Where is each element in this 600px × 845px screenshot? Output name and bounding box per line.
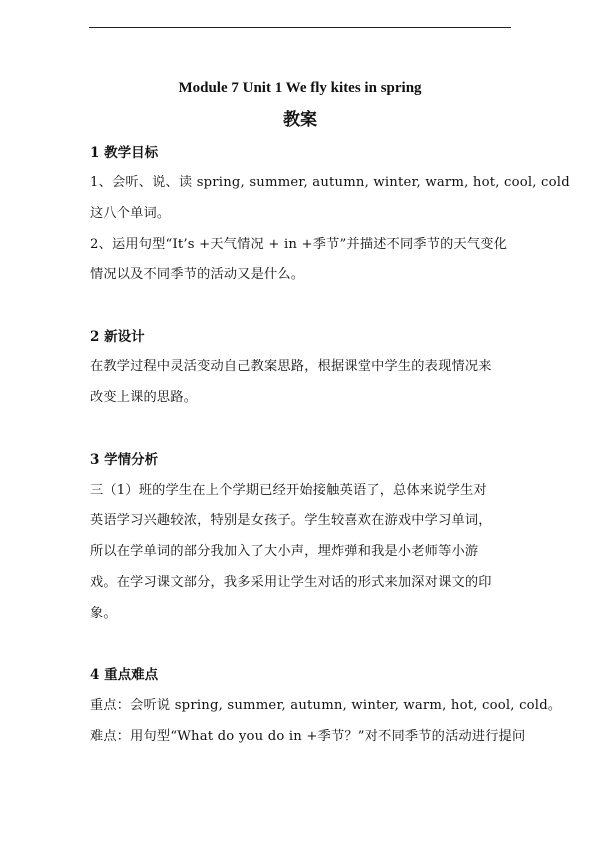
paragraph-line: 2、运用句型“It’s +天气情况 + in +季节”并描述不同季节的天气变化	[90, 237, 508, 252]
paragraph-line: 所以在学单词的部分我加入了大小声，埋炸弹和我是小老师等小游	[90, 544, 479, 559]
section-heading-key-points: 4 重点难点	[90, 667, 159, 683]
paragraph-line: 这八个单词。	[90, 206, 171, 221]
paragraph-line: 1、会听、说、读 spring, summer, autumn, winter, warm, hot, cool, cold	[90, 175, 570, 190]
paragraph-line: 情况以及不同季节的活动又是什么。	[90, 267, 305, 282]
paragraph-line: 难点：用句型“What do you do in +季节？”对不同季节的活动进行提问	[90, 729, 526, 744]
section-heading-objectives: 1 教学目标	[90, 145, 159, 161]
header-rule	[89, 27, 511, 28]
paragraph-line: 改变上课的思路。	[90, 390, 198, 405]
section-heading-analysis: 3 学情分析	[90, 452, 159, 468]
paragraph-line: 在教学过程中灵活变动自己教案思路，根据课堂中学生的表现情况来	[90, 359, 492, 374]
section-heading-design: 2 新设计	[90, 329, 145, 345]
document-title: Module 7 Unit 1 We fly kites in spring	[178, 80, 422, 96]
paragraph-line: 英语学习兴趣较浓，特别是女孩子。学生较喜欢在游戏中学习单词，	[90, 513, 492, 528]
paragraph-line: 三（1）班的学生在上个学期已经开始接触英语了，总体来说学生对	[90, 483, 487, 498]
paragraph-line: 重点：会听说 spring, summer, autumn, winter, warm, hot, cool, cold。	[90, 698, 562, 713]
paragraph-line: 象。	[90, 606, 117, 621]
paragraph-line: 戏。在学习课文部分，我多采用让学生对话的形式来加深对课文的印	[90, 575, 492, 590]
document-subtitle: 教案	[283, 110, 317, 130]
